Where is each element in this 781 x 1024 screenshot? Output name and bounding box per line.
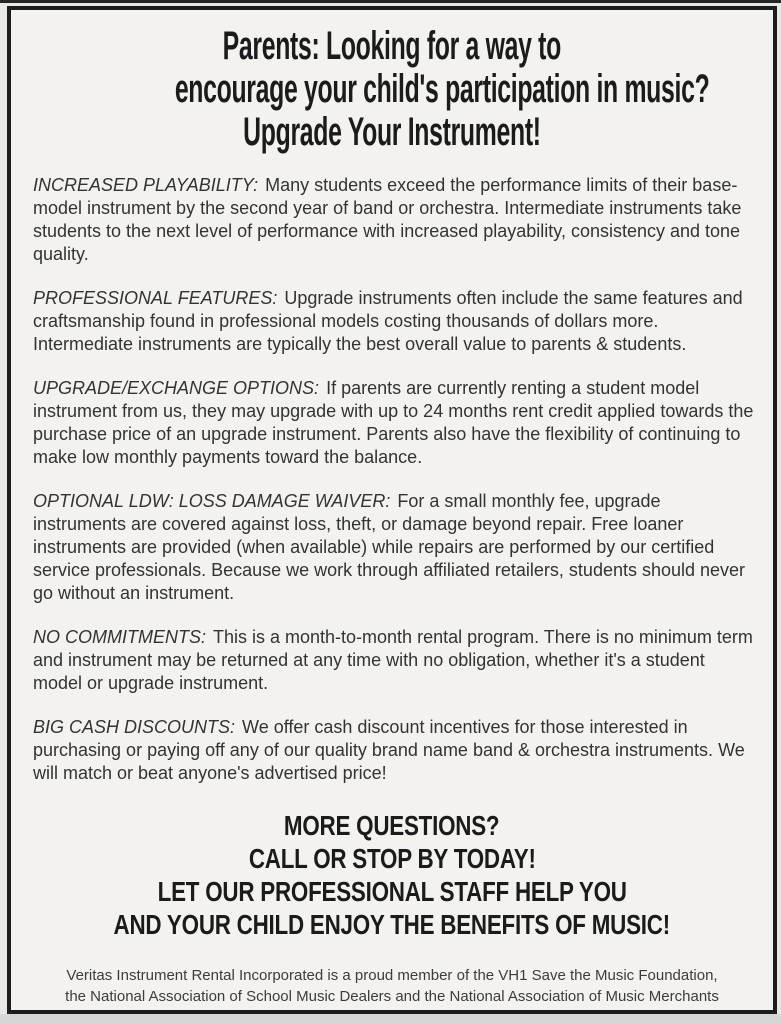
photo-top-edge bbox=[0, 0, 781, 3]
membership-footnote bbox=[11, 965, 773, 1007]
cta-line-text: LET OUR PROFESSIONAL STAFF HELP YOU bbox=[157, 876, 627, 907]
headline bbox=[11, 25, 773, 154]
cta-line bbox=[11, 842, 773, 875]
footnote-line: Veritas Instrument Rental Incorporated is a proud member of the VH1 Save the Music Foundation, bbox=[66, 967, 718, 984]
paragraph-no-commitments bbox=[33, 626, 755, 695]
headline-line bbox=[11, 25, 773, 68]
paragraph-label: OPTIONAL LDW: LOSS DAMAGE WAIVER: bbox=[33, 491, 391, 511]
paragraph-label: NO COMMITMENTS: bbox=[33, 627, 206, 647]
cta-line bbox=[11, 908, 773, 941]
cta-line-text: CALL OR STOP BY TODAY! bbox=[248, 843, 536, 874]
paragraph-increased-playability bbox=[33, 174, 755, 266]
flyer-frame bbox=[7, 6, 777, 1014]
body-copy bbox=[33, 174, 755, 785]
paragraph-label: BIG CASH DISCOUNTS: bbox=[33, 717, 236, 737]
paragraph-upgrade-exchange-options bbox=[33, 377, 755, 469]
paragraph-text: For a small monthly fee, upgrade instruments are covered against loss, theft, or damage beyond repair. Free loaner instruments are provided (when available) while repairs are performed by our certified service professionals. Because we work through affiliated retailers, students should never go without an instrument. bbox=[33, 491, 746, 603]
paragraph-label: PROFESSIONAL FEATURES: bbox=[33, 288, 278, 308]
paragraph-label: UPGRADE/EXCHANGE OPTIONS: bbox=[33, 378, 320, 398]
paragraph-text: Many students exceed the performance limits of their base-model instrument by the second year of band or orchestra. Intermediate instruments take students to the next level of performance with increased playability, consistency and tone quality. bbox=[33, 175, 742, 264]
paragraph-text: We offer cash discount incentives for those interested in purchasing or paying off any of our quality brand name band & orchestra instruments. We will match or beat anyone's advertised price! bbox=[33, 717, 745, 783]
cta-line-text: AND YOUR CHILD ENJOY THE BENEFITS OF MUSIC! bbox=[113, 909, 671, 940]
headline-line bbox=[11, 111, 773, 154]
paragraph-text: If parents are currently renting a student model instrument from us, they may upgrade with up to 24 months rent credit applied towards the purchase price of an upgrade instrument. Parents also have the flexibility of continuing to make low monthly payments toward the balance. bbox=[33, 378, 754, 467]
footnote-line: the National Association of School Music Dealers and the National Association of Music Merchants bbox=[65, 988, 719, 1005]
paragraph-label: INCREASED PLAYABILITY: bbox=[33, 175, 259, 195]
paragraph-text: This is a month-to-month rental program. There is no minimum term and instrument may be returned at any time with no obligation, whether it's a student model or upgrade instrument. bbox=[33, 627, 753, 693]
call-to-action bbox=[11, 809, 773, 941]
cta-line bbox=[11, 809, 773, 842]
headline-line-text: encourage your child's participation in music? bbox=[174, 67, 710, 111]
headline-line bbox=[11, 68, 773, 111]
cta-line-text: MORE QUESTIONS? bbox=[284, 810, 500, 841]
cta-line bbox=[11, 875, 773, 908]
headline-line-text: Parents: Looking for a way to bbox=[222, 24, 562, 68]
paragraph-optional-ldw bbox=[33, 490, 755, 605]
paragraph-text: Upgrade instruments often include the same features and craftsmanship found in professional models costing thousands of dollars more. Intermediate instruments are typically the best overall value to parents & students. bbox=[33, 288, 743, 354]
photo-bottom-strip bbox=[0, 1014, 781, 1024]
headline-line-text: Upgrade Your Instrument! bbox=[243, 110, 541, 154]
paragraph-big-cash-discounts bbox=[33, 716, 755, 785]
paragraph-professional-features bbox=[33, 287, 755, 356]
